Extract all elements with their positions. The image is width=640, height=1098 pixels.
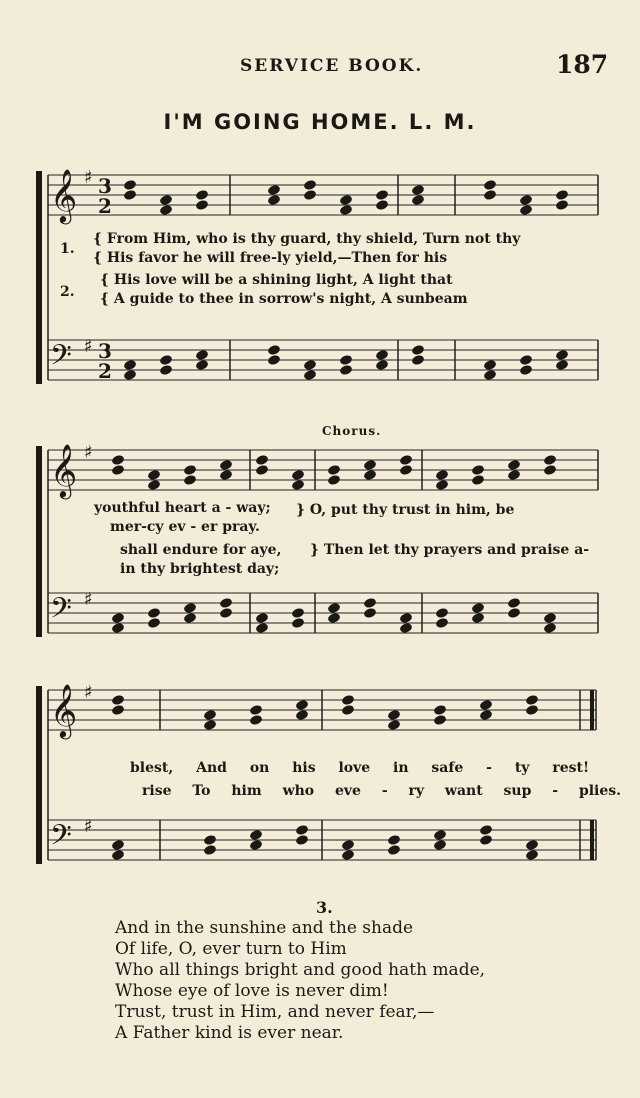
stanza-line: Who all things bright and good hath made, xyxy=(115,960,486,980)
note-head xyxy=(220,460,233,471)
note-head xyxy=(292,618,305,629)
note-head xyxy=(160,195,173,206)
time-signature-bottom: 2 xyxy=(98,359,112,383)
note-head xyxy=(296,835,309,846)
note-head xyxy=(340,195,353,206)
note-head xyxy=(400,623,413,634)
note-head xyxy=(412,355,425,366)
note-head xyxy=(556,200,569,211)
note-head xyxy=(204,845,217,856)
note-head xyxy=(268,195,281,206)
note-head xyxy=(304,180,317,191)
hymn-title: I'M GOING HOME. L. M. xyxy=(163,110,477,134)
stanza-line: And in the sunshine and the shade xyxy=(115,918,414,938)
note-head xyxy=(296,700,309,711)
note-head xyxy=(364,598,377,609)
lyric-line: } Then let thy prayers and praise a- xyxy=(310,542,590,558)
note-head xyxy=(520,205,533,216)
note-head xyxy=(250,840,263,851)
running-head: SERVICE BOOK. xyxy=(240,56,424,76)
note-head xyxy=(526,695,539,706)
note-head xyxy=(112,613,125,624)
note-head xyxy=(508,460,521,471)
note-head xyxy=(388,835,401,846)
note-head xyxy=(112,840,125,851)
note-head xyxy=(388,710,401,721)
bass-clef-icon: 𝄢 xyxy=(50,819,72,859)
note-head xyxy=(148,608,161,619)
note-head xyxy=(124,360,137,371)
note-head xyxy=(520,195,533,206)
note-head xyxy=(484,360,497,371)
note-head xyxy=(544,465,557,476)
note-head xyxy=(364,470,377,481)
lyric-text: A guide to thee in sorrow's night, A sunbeam xyxy=(113,291,468,307)
bass-clef-icon: 𝄢 xyxy=(50,339,72,379)
note-head xyxy=(268,355,281,366)
key-signature-sharp-icon: ♯ xyxy=(84,442,93,463)
note-head xyxy=(160,365,173,376)
stanza-line: Of life, O, ever turn to Him xyxy=(115,939,347,959)
lyric-line: in thy brightest day; xyxy=(120,561,280,577)
final-barline xyxy=(590,690,594,730)
note-head xyxy=(400,455,413,466)
note-head xyxy=(526,840,539,851)
system-bracket xyxy=(36,686,42,864)
note-head xyxy=(112,850,125,861)
note-head xyxy=(508,608,521,619)
note-head xyxy=(124,180,137,191)
note-head xyxy=(196,350,209,361)
note-head xyxy=(400,465,413,476)
note-head xyxy=(304,370,317,381)
lyric-line: { His favor he will free-ly yield,—Then for his xyxy=(93,250,448,266)
treble-clef-icon: 𝄞 xyxy=(50,168,78,222)
stanza-number: 3. xyxy=(316,898,333,917)
note-head xyxy=(340,355,353,366)
lyric-text: O, put thy trust in him, be xyxy=(309,502,515,518)
note-head xyxy=(148,618,161,629)
note-head xyxy=(148,480,161,491)
note-head xyxy=(376,360,389,371)
note-head xyxy=(328,465,341,476)
note-head xyxy=(484,370,497,381)
note-head xyxy=(556,190,569,201)
bass-clef-icon: 𝄢 xyxy=(50,592,72,632)
lyric-text: From Him, who is thy guard, thy shield, Turn not thy xyxy=(106,231,521,247)
note-head xyxy=(412,185,425,196)
note-head xyxy=(250,830,263,841)
note-head xyxy=(342,705,355,716)
note-head xyxy=(364,460,377,471)
time-signature-bottom: 2 xyxy=(98,194,112,218)
lyric-text: His favor he will free-ly yield,—Then for his xyxy=(106,250,448,266)
lyric-line: blest, And on his love in safe - ty rest! xyxy=(130,760,590,776)
note-head xyxy=(434,830,447,841)
note-head xyxy=(436,608,449,619)
note-head xyxy=(204,720,217,731)
note-head xyxy=(508,470,521,481)
note-head xyxy=(124,370,137,381)
system-bracket xyxy=(36,446,42,637)
system-bracket xyxy=(36,171,42,384)
lyric-line: youthful heart a - way; xyxy=(94,500,271,516)
stanza-3 xyxy=(115,918,485,1044)
note-head xyxy=(304,190,317,201)
note-head xyxy=(196,360,209,371)
note-head xyxy=(256,623,269,634)
note-head xyxy=(292,608,305,619)
note-head xyxy=(148,470,161,481)
note-head xyxy=(328,613,341,624)
time-signature-top: 3 xyxy=(98,174,112,198)
note-head xyxy=(434,705,447,716)
note-head xyxy=(268,185,281,196)
note-head xyxy=(340,365,353,376)
note-head xyxy=(376,350,389,361)
note-head xyxy=(484,180,497,191)
note-head xyxy=(434,715,447,726)
note-head xyxy=(184,465,197,476)
note-head xyxy=(436,618,449,629)
note-head xyxy=(112,705,125,716)
treble-clef-icon: 𝄞 xyxy=(50,443,78,497)
note-head xyxy=(376,200,389,211)
note-head xyxy=(220,608,233,619)
note-head xyxy=(328,475,341,486)
note-head xyxy=(184,613,197,624)
note-head xyxy=(160,355,173,366)
note-head xyxy=(220,598,233,609)
note-head xyxy=(556,360,569,371)
lyric-line: { From Him, who is thy guard, thy shield, Turn not thy xyxy=(93,231,521,247)
lyric-line: rise To him who eve - ry want sup - plies. xyxy=(142,783,622,799)
stanza-line: Whose eye of love is never dim! xyxy=(115,981,389,1001)
note-head xyxy=(250,715,263,726)
note-head xyxy=(256,465,269,476)
note-head xyxy=(520,355,533,366)
note-head xyxy=(412,345,425,356)
note-head xyxy=(388,845,401,856)
note-head xyxy=(436,470,449,481)
note-head xyxy=(296,825,309,836)
note-head xyxy=(544,613,557,624)
key-signature-sharp-icon: ♯ xyxy=(84,816,93,837)
note-head xyxy=(160,205,173,216)
note-head xyxy=(112,465,125,476)
note-head xyxy=(480,835,493,846)
note-head xyxy=(292,470,305,481)
note-head xyxy=(544,623,557,634)
note-head xyxy=(480,700,493,711)
note-head xyxy=(112,623,125,634)
note-head xyxy=(112,695,125,706)
note-head xyxy=(250,705,263,716)
stanza-line: Trust, trust in Him, and never fear,— xyxy=(115,1002,435,1022)
note-head xyxy=(412,195,425,206)
note-head xyxy=(480,710,493,721)
note-head xyxy=(296,710,309,721)
note-head xyxy=(196,190,209,201)
note-head xyxy=(342,840,355,851)
note-head xyxy=(436,480,449,491)
note-head xyxy=(340,205,353,216)
note-head xyxy=(480,825,493,836)
note-head xyxy=(328,603,341,614)
lyric-text: His love will be a shining light, A light that xyxy=(113,272,453,288)
note-head xyxy=(472,475,485,486)
note-head xyxy=(184,475,197,486)
note-head xyxy=(204,710,217,721)
note-head xyxy=(526,850,539,861)
verse-number-1: 1. xyxy=(60,241,75,257)
note-head xyxy=(472,465,485,476)
treble-clef-icon: 𝄞 xyxy=(50,683,78,737)
key-signature-sharp-icon: ♯ xyxy=(84,336,93,357)
note-head xyxy=(204,835,217,846)
note-head xyxy=(196,200,209,211)
note-head xyxy=(484,190,497,201)
note-head xyxy=(556,350,569,361)
note-head xyxy=(526,705,539,716)
lyric-line: mer-cy ev - er pray. xyxy=(110,519,260,535)
key-signature-sharp-icon: ♯ xyxy=(84,682,93,703)
note-head xyxy=(472,603,485,614)
note-head xyxy=(220,470,233,481)
note-head xyxy=(256,613,269,624)
note-head xyxy=(124,190,137,201)
lyric-line: { A guide to thee in sorrow's night, A sunbeam xyxy=(100,291,468,307)
note-head xyxy=(376,190,389,201)
page-number: 187 xyxy=(556,50,609,79)
note-head xyxy=(544,455,557,466)
note-head xyxy=(342,850,355,861)
lyric-text: Then let thy prayers and praise a- xyxy=(323,542,590,558)
note-head xyxy=(508,598,521,609)
note-head xyxy=(268,345,281,356)
time-signature-top: 3 xyxy=(98,339,112,363)
note-head xyxy=(256,455,269,466)
note-head xyxy=(304,360,317,371)
lyric-line: { His love will be a shining light, A light that xyxy=(100,272,453,288)
note-head xyxy=(472,613,485,624)
key-signature-sharp-icon: ♯ xyxy=(84,589,93,610)
chorus-label: Chorus. xyxy=(322,424,382,438)
note-head xyxy=(342,695,355,706)
note-head xyxy=(112,455,125,466)
note-head xyxy=(520,365,533,376)
note-head xyxy=(388,720,401,731)
stanza-line: A Father kind is ever near. xyxy=(115,1023,344,1043)
note-head xyxy=(364,608,377,619)
final-barline xyxy=(590,820,594,860)
lyric-line: shall endure for aye, xyxy=(120,542,282,558)
key-signature-sharp-icon: ♯ xyxy=(84,167,93,188)
lyric-line: } O, put thy trust in him, be xyxy=(296,502,515,518)
note-head xyxy=(434,840,447,851)
note-head xyxy=(400,613,413,624)
note-head xyxy=(292,480,305,491)
note-head xyxy=(184,603,197,614)
verse-number-2: 2. xyxy=(60,284,75,300)
